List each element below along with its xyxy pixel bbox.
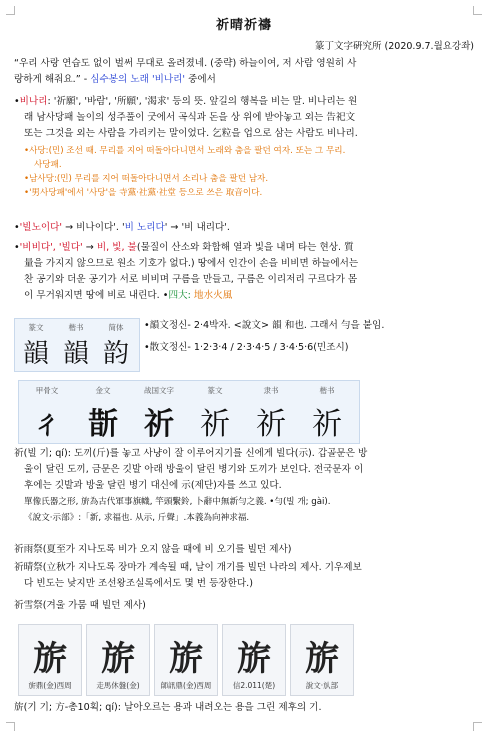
yunmun-line: •韻文정신- 2·4박자. <說文> 韻 和也. 그래서 勻을 붙임. — [144, 320, 385, 331]
qicheongje-line: 다 빈도는 낮지만 조선왕조실록에서도 몇 번 등장한다.) — [24, 578, 253, 589]
glyph-seal: 韻 — [22, 339, 49, 369]
table-header: 篆文 — [207, 386, 223, 395]
glyph-tile — [222, 624, 286, 696]
quote-line — [14, 72, 474, 88]
quote-text: 중에서 — [185, 74, 216, 85]
table-header: 金文 — [95, 386, 111, 395]
page-corner-mark — [473, 722, 482, 731]
sadangpae-note: •'男사당패'에서 '사당'을 寺黨·社黨·社堂 등으로 쓰은 取音이다. — [24, 188, 263, 198]
binari-section — [14, 94, 474, 200]
bibida-line: •'비비다', '빌다' → 비, 빛, 불(물질이 산소와 화합해 열과 빛을 내며 타는 현상. 質 — [14, 242, 354, 253]
bibida-section — [14, 240, 474, 304]
qicheongje-line: 祈晴祭(立秋가 지나도록 장마가 계속될 때, 날이 개기를 빌던 나라의 제사. 기우제보 — [14, 562, 362, 573]
bibida-line: 量을 가지지 않으므로 원소 기호가 없다.) 땅에서 인간이 손을 비비면 하늘에서는 — [24, 258, 359, 269]
binari-line: 또는 그것을 외는 사람을 가리키는 말이었다. 乞粒을 업으로 삼는 사람도 비나리. — [24, 128, 358, 139]
qiyuje-line: 祈雨祭(夏至가 지나도록 비가 오지 않을 때에 비 오기를 빌던 제사) — [14, 544, 292, 555]
bibida-line — [14, 288, 474, 304]
glyph-seal: 祈 — [200, 407, 230, 442]
glyph-bronze: 斮 — [88, 407, 118, 442]
binolda-text: → 비나이다'. ' — [62, 222, 125, 233]
sanmun-line: •散文정신- 1·2·3·4 / 2·3·4·5 / 3·4·5·6(민조시) — [144, 342, 349, 353]
binolda-term: 비 노리다 — [124, 222, 165, 233]
tile-caption: 說文·㫃部 — [305, 681, 339, 690]
glyph-warring-states: 祈 — [144, 407, 174, 442]
binolda-term: '빌노이다' — [19, 222, 63, 233]
quote-line: “우리 사랑 연습도 없이 벌써 무대로 올려졌네. (중략) 하늘이여, 저 사람 영원히 사 — [14, 58, 357, 69]
page-title: 祈晴祈禱 — [215, 18, 272, 33]
binari-line: •비나리: '祈願', '바람', '所願', '渴求' 등의 뜻. 앞길의 행복을 비는 말. 비나리는 원 — [14, 96, 358, 107]
table-header: 隶书 — [263, 386, 279, 395]
sadang-note: •사당:(민) 조선 때. 무리를 지어 떠돌아다니면서 노래와 춤을 팔던 여자. 또는 그 무리. — [24, 146, 346, 156]
tile-caption: 師訊鼎(金)西周 — [160, 681, 212, 690]
glyph-regular: 韻 — [62, 339, 89, 369]
glyph-oracle: ㄔ — [32, 407, 62, 442]
qi-line: 울이 달린 도끼, 금문은 깃발 아래 방울이 달린 병기와 도끼가 보인다. 전국문자 이 — [24, 464, 364, 475]
bibida-term: 비, 빛, 불 — [96, 242, 137, 253]
binari-term: 비나리 — [19, 96, 48, 107]
table-header: 楷书 — [68, 323, 84, 332]
table-header: 战国文字 — [144, 386, 174, 395]
tile-glyph: 旂 — [305, 639, 339, 679]
glyph-tile — [18, 624, 82, 696]
glyph-clerical: 祈 — [256, 407, 286, 442]
bibida-line: 찬 공기와 더운 공기가 서로 비비며 구름을 만들고, 구름은 이리저리 구르다가 몸 — [24, 274, 358, 285]
quote-text: 랑하게 해줘요.” - — [14, 74, 91, 85]
bibida-term: '비비다', '빌다' — [19, 242, 83, 253]
binari-text: : '祈願', '바람', '所願', '渴求' 등의 뜻. 앞길의 행복을 비는 말. 비나리는 원 — [47, 96, 358, 107]
sida-label: 四大: — [168, 290, 194, 301]
tile-glyph: 旂 — [169, 639, 203, 679]
byline: 篆丁文字硏究所 (2020.9.7.월요강좌) — [315, 41, 474, 52]
qicheongje-block — [14, 560, 474, 592]
song-reference: 심수봉의 노래 '비나리' — [90, 74, 186, 85]
binolda-line: •'빌노이다' → 비나이다'. '비 노리다' → '비 내리다'. — [14, 222, 230, 233]
tile-caption: 信2.011(楚) — [232, 681, 276, 690]
glyph-tile — [154, 624, 218, 696]
qi-explanation — [14, 446, 474, 526]
binolda-text: ' → '비 내리다'. — [164, 222, 230, 233]
tile-glyph: 旂 — [33, 639, 67, 679]
table-header: 简体 — [108, 323, 124, 332]
glyph-regular: 祈 — [312, 407, 342, 442]
qi-evolution-table — [18, 380, 360, 444]
tile-caption: 旂鼎(金)西周 — [28, 681, 72, 690]
binari-line: 래 남사당패 놀이의 성주풀이 굿에서 곡식과 돈을 상 위에 받아놓고 외는 告祀文 — [24, 112, 356, 123]
page-corner-mark — [6, 722, 15, 731]
qi-line: 후에는 깃발과 방울 달린 병기 대신에 示(제단)자를 쓰고 있다. — [24, 480, 282, 491]
sadang-note: 사당패. — [34, 160, 62, 170]
glyph-tile — [86, 624, 150, 696]
qi-flag-line: 旂(기 기; 方-총10획; qí): 날아오르는 용과 내려오는 용을 그린 제후의 기. — [14, 702, 322, 713]
qi-shuowen-note: 《說文·示部》:「新, 求福也. 从示, 斤聲」.本義為向神求福. — [24, 513, 250, 523]
qiseolje-line: 祈雪祭(겨울 가뭄 때 빌던 제사) — [14, 600, 146, 611]
tile-glyph: 旂 — [101, 639, 135, 679]
tile-glyph: 旂 — [237, 639, 271, 679]
glyph-simplified: 韵 — [102, 339, 129, 369]
qi-chinese-note: 單像氏器之形, 旂為古代軍事旗幟, 竿頭繫鈴, 卜辭中無新勻之義. •勻(빌 개; gài). — [24, 497, 331, 507]
sida-value: 地水火風 — [193, 290, 233, 301]
table-header: 篆文 — [28, 323, 44, 332]
tile-caption: 走馬休盤(金) — [96, 681, 140, 690]
bibida-text: → — [82, 242, 97, 253]
table-header: 甲骨文 — [35, 386, 59, 395]
table-header: 楷书 — [319, 386, 335, 395]
quote-block — [14, 56, 474, 88]
bibida-text: 이 무거워지면 땅에 비로 내린다. • — [24, 290, 169, 301]
bibida-text: (물질이 산소와 화합해 열과 빛을 내며 타는 현상. 質 — [136, 242, 354, 253]
glyph-tile — [290, 624, 354, 696]
qi-line: 祈(빌 기; qí): 도끼(斤)를 놓고 사냥이 잘 이루어지기를 신에게 빌다(示). 갑골문은 방 — [14, 448, 368, 459]
yun-glyph-table — [14, 318, 140, 372]
namsadang-note: •남사당:(민) 무리를 지어 떠돌아다니면서 소리나 춤을 팔던 남자. — [24, 174, 269, 184]
yunmun-notes — [144, 318, 474, 356]
